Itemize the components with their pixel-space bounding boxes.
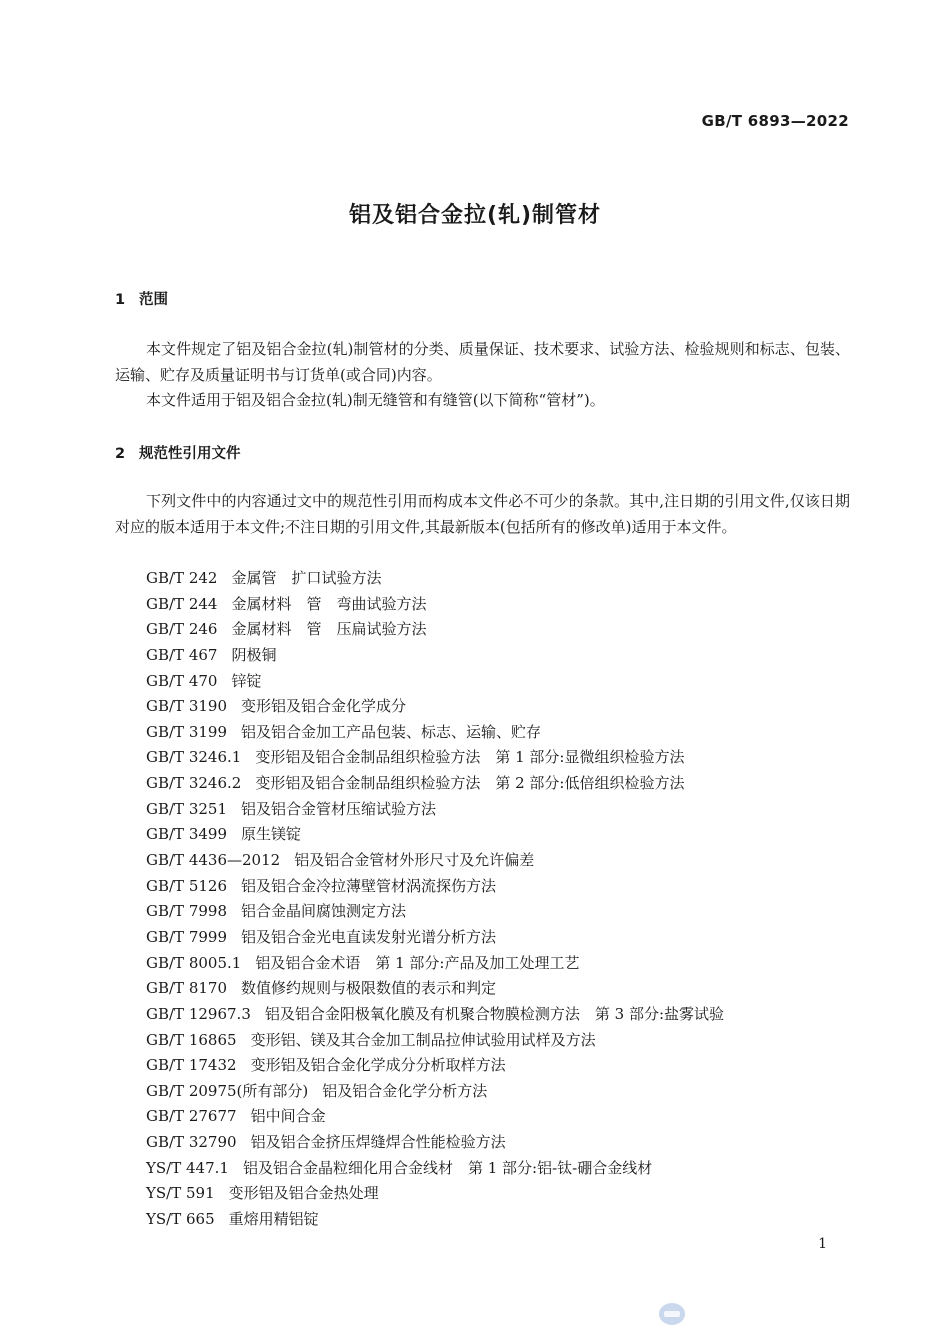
- reference-code: GB/T 17432: [146, 1056, 237, 1075]
- reference-item: [146, 925, 724, 951]
- reference-item: [146, 797, 724, 823]
- reference-title: 铝及铝合金冷拉薄壁管材涡流探伤方法: [241, 876, 497, 895]
- reference-title: 变形铝及铝合金制品组织检验方法 第 1 部分:显微组织检验方法: [255, 748, 685, 767]
- reference-title: 铝及铝合金光电直读发射光谱分析方法: [241, 927, 497, 946]
- reference-code: GB/T 3499: [146, 825, 228, 844]
- reference-item: [146, 643, 724, 669]
- scope-paragraph-1: 本文件规定了铝及铝合金拉(轧)制管材的分类、质量保证、技术要求、试验方法、检验规则和标志、包装、运输、贮存及质量证明书与订货单(或合同)内容。: [115, 340, 850, 384]
- reference-item: [146, 617, 724, 643]
- reference-code: GB/T 16865: [146, 1030, 237, 1049]
- standard-code: GB/T 6893—2022: [701, 112, 849, 130]
- scope-paragraph-2: 本文件适用于铝及铝合金拉(轧)制无缝管和有缝管(以下简称“管材”)。: [146, 391, 605, 409]
- reference-title: 金属材料 管 压扁试验方法: [231, 620, 427, 639]
- reference-code: GB/T 32790: [146, 1133, 237, 1152]
- reference-title: 铝及铝合金术语 第 1 部分:产品及加工处理工艺: [255, 953, 580, 972]
- reference-item: [146, 1181, 724, 1207]
- reference-item: [146, 566, 724, 592]
- reference-code: GB/T 20975(所有部分): [146, 1081, 309, 1100]
- reference-code: GB/T 3246.2: [146, 774, 242, 793]
- reference-item: [146, 1104, 724, 1130]
- reference-code: GB/T 3251: [146, 799, 228, 818]
- reference-code: GB/T 27677: [146, 1107, 237, 1126]
- reference-list: [146, 566, 724, 1233]
- reference-title: 变形铝及铝合金化学成分分析取样方法: [250, 1056, 506, 1075]
- section-number: 1: [115, 292, 126, 308]
- reference-item: [146, 745, 724, 771]
- reference-item: [146, 669, 724, 695]
- section-2-heading: [115, 442, 241, 463]
- reference-code: YS/T 591: [146, 1184, 215, 1203]
- reference-title: 铝及铝合金化学分析方法: [322, 1081, 488, 1100]
- reference-item: [146, 592, 724, 618]
- reference-item: [146, 1207, 724, 1233]
- reference-item: [146, 694, 724, 720]
- reference-title: 阴极铜: [231, 645, 277, 664]
- reference-code: GB/T 8005.1: [146, 953, 242, 972]
- reference-title: 金属材料 管 弯曲试验方法: [231, 594, 427, 613]
- reference-code: GB/T 467: [146, 645, 218, 664]
- reference-title: 铝及铝合金挤压焊缝焊合性能检验方法: [250, 1133, 506, 1152]
- reference-title: 变形铝、镁及其合金加工制品拉伸试验用试样及方法: [250, 1030, 596, 1049]
- reference-title: 铝中间合金: [250, 1107, 326, 1126]
- reference-item: [146, 951, 724, 977]
- section-title: 范围: [139, 292, 168, 308]
- reference-title: 铝及铝合金晶粒细化用合金线材 第 1 部分:铝-钛-硼合金线材: [242, 1158, 653, 1177]
- reference-item: [146, 822, 724, 848]
- reference-code: GB/T 244: [146, 594, 218, 613]
- section-number: 2: [115, 446, 126, 462]
- references-intro: 下列文件中的内容通过文中的规范性引用而构成本文件必不可少的条款。其中,注日期的引用文件,仅该日期对应的版本适用于本文件;不注日期的引用文件,其最新版本(包括所有的修改单)适用于本文件。: [115, 492, 850, 536]
- reference-item: [146, 874, 724, 900]
- reference-code: GB/T 242: [146, 569, 218, 587]
- reference-code: GB/T 12967.3: [146, 1004, 251, 1023]
- reference-title: 铝及铝合金管材压缩试验方法: [241, 799, 437, 818]
- reference-code: GB/T 4436—2012: [146, 851, 281, 870]
- reference-title: 铝及铝合金加工产品包装、标志、运输、贮存: [241, 722, 542, 741]
- reference-title: 重熔用精铝锭: [228, 1210, 319, 1229]
- reference-title: 金属管 扩口试验方法: [231, 569, 382, 587]
- reference-code: GB/T 7999: [146, 927, 228, 946]
- reference-title: 铝及铝合金阳极氧化膜及有机聚合物膜检测方法 第 3 部分:盐雾试验: [264, 1004, 725, 1023]
- reference-item: [146, 1130, 724, 1156]
- reference-item: [146, 976, 724, 1002]
- reference-code: GB/T 3190: [146, 697, 228, 716]
- reference-code: GB/T 3246.1: [146, 748, 242, 767]
- reference-item: [146, 771, 724, 797]
- reference-item: [146, 1028, 724, 1054]
- reference-title: 数值修约规则与极限数值的表示和判定: [241, 979, 497, 998]
- reference-title: 变形铝及铝合金热处理: [228, 1184, 379, 1203]
- reference-code: GB/T 7998: [146, 902, 228, 921]
- reference-item: [146, 1156, 724, 1182]
- reference-item: [146, 899, 724, 925]
- section-1-heading: [115, 288, 168, 309]
- reference-title: 铝及铝合金管材外形尺寸及允许偏差: [294, 851, 535, 870]
- reference-code: YS/T 447.1: [146, 1158, 229, 1177]
- reference-item: [146, 1053, 724, 1079]
- reference-title: 锌锭: [231, 671, 262, 690]
- reference-code: GB/T 470: [146, 671, 218, 690]
- reference-title: 铝合金晶间腐蚀测定方法: [241, 902, 407, 921]
- reference-code: GB/T 246: [146, 620, 218, 639]
- page-number: 1: [818, 1236, 827, 1252]
- reference-item: [146, 1079, 724, 1105]
- section-title: 规范性引用文件: [139, 446, 241, 462]
- reference-item: [146, 1002, 724, 1028]
- reference-code: YS/T 665: [146, 1210, 215, 1229]
- watermark-logo-icon: [657, 1301, 687, 1327]
- reference-title: 变形铝及铝合金化学成分: [241, 697, 407, 716]
- reference-item: [146, 848, 724, 874]
- reference-item: [146, 720, 724, 746]
- reference-code: GB/T 8170: [146, 979, 228, 998]
- reference-code: GB/T 5126: [146, 876, 228, 895]
- reference-code: GB/T 3199: [146, 722, 228, 741]
- reference-title: 原生镁锭: [241, 825, 302, 844]
- document-title: 铝及铝合金拉(轧)制管材: [348, 203, 602, 228]
- reference-title: 变形铝及铝合金制品组织检验方法 第 2 部分:低倍组织检验方法: [255, 774, 685, 793]
